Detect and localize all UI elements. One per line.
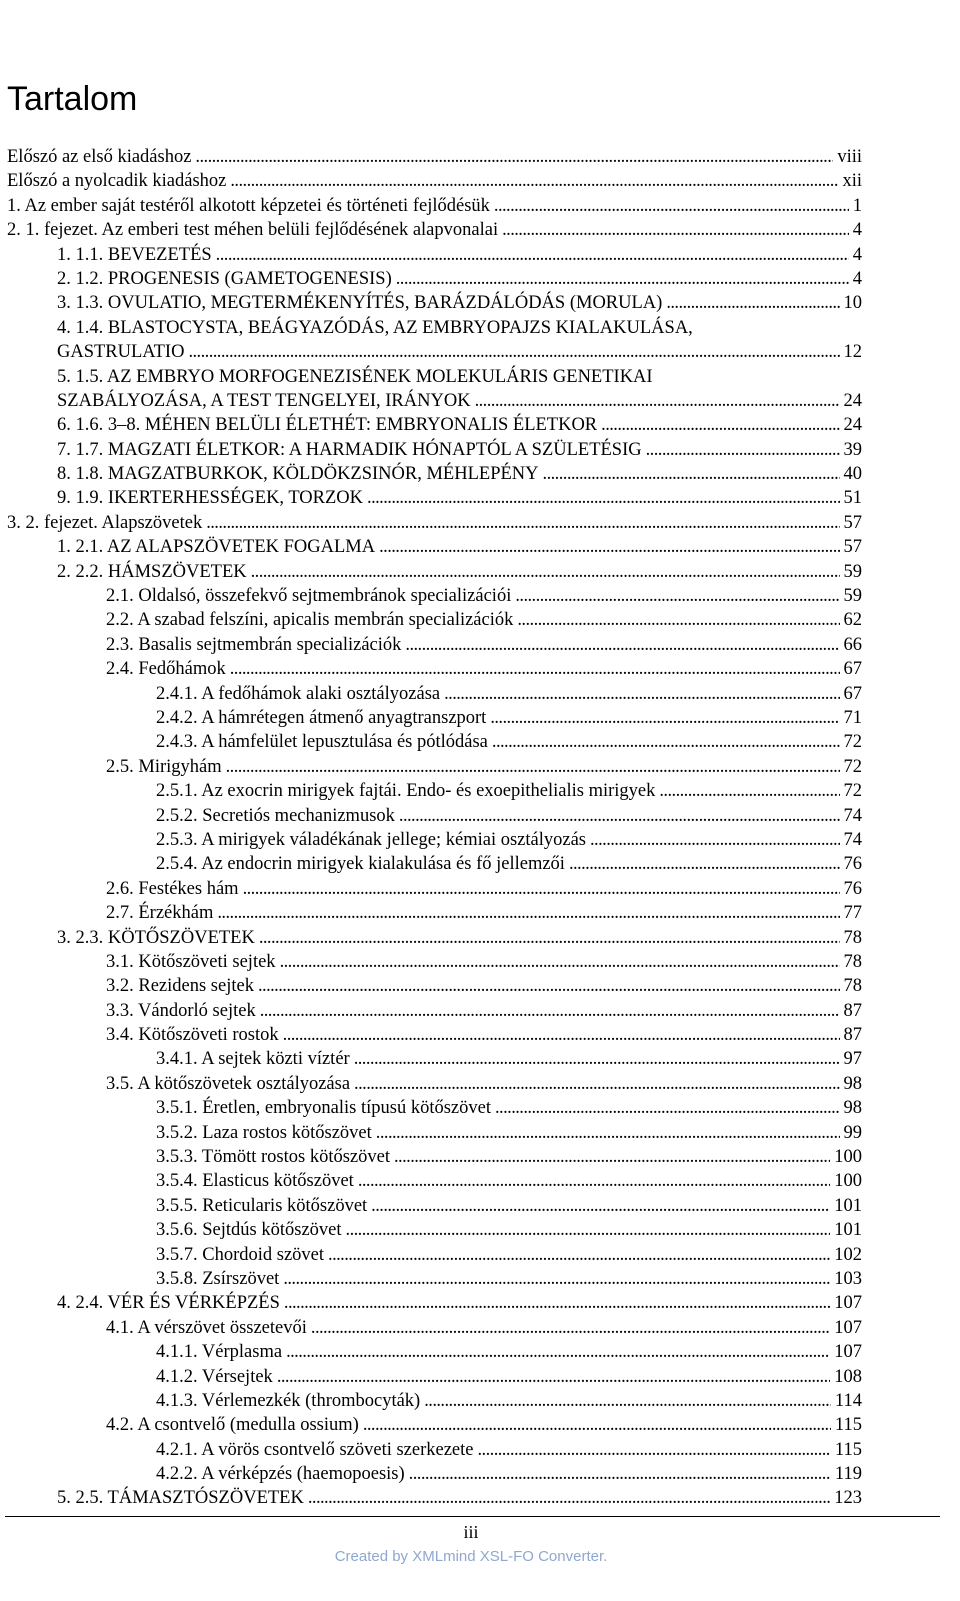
dot-leader	[495, 1096, 840, 1120]
toc-entry-page: 67	[843, 683, 862, 704]
toc-entry-title: 3.3. Vándorló sejtek	[106, 1000, 256, 1021]
toc-entry-title: 3.4. Kötőszöveti rostok	[106, 1025, 279, 1046]
toc-entry[interactable]	[0, 438, 862, 462]
toc-entry-title: 3.5.2. Laza rostos kötőszövet	[156, 1122, 372, 1143]
toc-entry-title: 2.6. Festékes hám	[106, 878, 239, 899]
dot-leader	[409, 1462, 831, 1486]
dot-leader	[478, 1438, 831, 1462]
toc-entry-title: 4.1. A vérszövet összetevői	[106, 1317, 307, 1338]
dot-leader	[260, 999, 840, 1023]
toc-entry[interactable]	[0, 633, 862, 657]
toc-entry-page: 1	[852, 195, 862, 216]
toc-entry-page: 101	[834, 1220, 862, 1241]
page-number: iii	[463, 1522, 479, 1542]
dot-leader	[354, 1072, 839, 1096]
dot-leader	[379, 535, 839, 559]
toc-entry[interactable]	[0, 706, 862, 730]
dot-leader	[284, 1291, 830, 1315]
toc-entry-title: 8. 1.8. MAGZATBURKOK, KÖLDÖKZSINÓR, MÉHLEPÉNY	[57, 464, 539, 485]
toc-entry-title: Előszó a nyolcadik kiadáshoz	[7, 171, 227, 192]
toc-entry-page: 107	[834, 1317, 862, 1338]
toc-entry-title: 2.4.3. A hámfelület lepusztulása és pótlódása	[156, 732, 488, 753]
table-of-contents	[0, 145, 862, 1511]
toc-entry[interactable]	[0, 926, 862, 950]
toc-entry-page: 72	[843, 781, 862, 802]
toc-entry-page: 51	[843, 488, 862, 509]
toc-entry-title: 2.5.1. Az exocrin mirigyek fajtái. Endo- és exoepithelialis mirigyek	[156, 781, 656, 802]
toc-entry-title: 3.5.7. Chordoid szövet	[156, 1244, 325, 1265]
dot-leader	[258, 974, 840, 998]
toc-entry-title: 2.3. Basalis sejtmembrán specializációk	[106, 634, 402, 655]
toc-entry[interactable]	[0, 1486, 862, 1510]
dot-leader	[358, 1169, 830, 1193]
toc-entry[interactable]	[0, 657, 862, 681]
toc-entry-page: 67	[843, 659, 862, 680]
dot-leader	[376, 1121, 840, 1145]
toc-entry[interactable]	[0, 999, 862, 1023]
toc-entry-line	[57, 365, 862, 389]
toc-entry[interactable]	[0, 1023, 862, 1047]
toc-entry[interactable]	[0, 901, 862, 925]
toc-entry-title: 3.5.4. Elasticus kötőszövet	[156, 1171, 354, 1192]
toc-entry-page: 62	[843, 610, 862, 631]
toc-entry-page: 76	[843, 854, 862, 875]
toc-entry[interactable]	[0, 1413, 862, 1437]
dot-leader	[444, 682, 839, 706]
toc-entry-page: 87	[843, 1000, 862, 1021]
toc-entry-title: 4.2.1. A vörös csontvelő szöveti szerkezete	[156, 1439, 474, 1460]
toc-entry-title: 3. 2. fejezet. Alapszövetek	[7, 512, 203, 533]
toc-entry[interactable]	[0, 584, 862, 608]
toc-entry-page: 24	[843, 390, 862, 411]
toc-entry-page: 78	[843, 951, 862, 972]
dot-leader	[283, 1023, 840, 1047]
dot-leader	[283, 1267, 830, 1291]
dot-leader	[328, 1243, 830, 1267]
toc-entry-page: 101	[834, 1195, 862, 1216]
toc-entry[interactable]	[0, 1243, 862, 1267]
toc-entry-title: 3.5. A kötőszövetek osztályozása	[106, 1073, 351, 1094]
toc-entry-page: 78	[843, 927, 862, 948]
dot-leader	[354, 1047, 840, 1071]
toc-entry-title: 4. 2.4. VÉR ÉS VÉRKÉPZÉS	[57, 1293, 280, 1314]
toc-entry[interactable]	[0, 1145, 862, 1169]
dot-leader	[371, 1194, 830, 1218]
toc-entry[interactable]	[0, 169, 862, 193]
toc-entry-page: 98	[843, 1073, 862, 1094]
toc-entry[interactable]	[0, 218, 862, 242]
converter-credit: Created by XMLmind XSL-FO Converter.	[334, 1548, 608, 1565]
dot-leader	[226, 755, 840, 779]
toc-entry[interactable]	[0, 1389, 862, 1413]
toc-entry-title: 2.2. A szabad felszíni, apicalis membrán specializációk	[106, 610, 514, 631]
dot-leader	[601, 413, 839, 437]
dot-leader	[311, 1316, 830, 1340]
toc-entry-page: 72	[843, 756, 862, 777]
toc-entry[interactable]	[0, 950, 862, 974]
toc-entry[interactable]	[0, 560, 862, 584]
toc-entry[interactable]	[0, 1218, 862, 1242]
toc-entry-title: 2.5.2. Secretiós mechanizmusok	[156, 805, 395, 826]
toc-entry-title: 2.4.1. A fedőhámok alaki osztályozása	[156, 683, 441, 704]
dot-leader	[396, 267, 849, 291]
toc-entry-page: 115	[834, 1415, 862, 1436]
toc-entry[interactable]	[0, 755, 862, 779]
toc-entry[interactable]	[0, 730, 862, 754]
toc-entry-page: 59	[843, 586, 862, 607]
toc-entry[interactable]	[0, 413, 862, 437]
toc-entry-page: 4	[852, 244, 862, 265]
toc-entry[interactable]	[0, 1121, 862, 1145]
toc-entry-title: 6. 1.6. 3–8. MÉHEN BELÜLI ÉLETHÉT: EMBRYONALIS ÉLETKOR	[57, 415, 598, 436]
toc-entry-page: 107	[834, 1342, 862, 1363]
toc-entry-title: 4.2. A csontvelő (medulla ossium)	[106, 1415, 359, 1436]
toc-entry-title: 2.5. Mirigyhám	[106, 756, 222, 777]
toc-entry-page: 59	[843, 561, 862, 582]
dot-leader	[280, 950, 840, 974]
toc-entry-line	[57, 389, 862, 413]
dot-leader	[490, 706, 839, 730]
toc-entry-page: 114	[834, 1390, 862, 1411]
dot-leader	[230, 169, 838, 193]
dot-leader	[424, 1389, 831, 1413]
toc-entry[interactable]	[0, 1267, 862, 1291]
toc-entry-page: 72	[843, 732, 862, 753]
dot-leader	[363, 1413, 831, 1437]
toc-entry-page: 57	[843, 537, 862, 558]
toc-entry-page: 102	[834, 1244, 862, 1265]
toc-entry-title-continued: SZABÁLYOZÁSA, A TEST TENGELYEI, IRÁNYOK	[57, 390, 471, 411]
toc-entry[interactable]	[0, 852, 862, 876]
toc-entry-title: 3.5.1. Éretlen, embryonalis típusú kötőszövet	[156, 1098, 491, 1119]
toc-entry-page: 107	[834, 1293, 862, 1314]
toc-entry-title: 3. 1.3. OVULATIO, MEGTERMÉKENYÍTÉS, BARÁZDÁLÓDÁS (MORULA)	[57, 293, 663, 314]
dot-leader	[666, 291, 839, 315]
toc-entry[interactable]	[0, 779, 862, 803]
toc-entry-page: 4	[852, 268, 862, 289]
dot-leader	[230, 657, 840, 681]
toc-entry-page: xii	[842, 171, 862, 192]
dot-leader	[502, 218, 849, 242]
toc-entry-title: 5. 2.5. TÁMASZTÓSZÖVETEK	[57, 1488, 304, 1509]
toc-entry[interactable]	[0, 1047, 862, 1071]
toc-entry-title: 3.1. Kötőszöveti sejtek	[106, 951, 276, 972]
toc-entry-page: 103	[834, 1268, 862, 1289]
toc-entry-title: 1. 1.1. BEVEZETÉS	[57, 244, 212, 265]
dot-leader	[216, 243, 849, 267]
toc-entry-line	[57, 340, 862, 364]
dot-leader	[286, 1340, 830, 1364]
toc-entry-title-continued: GASTRULATIO	[57, 342, 185, 363]
toc-entry[interactable]	[0, 243, 862, 267]
dot-leader	[399, 804, 840, 828]
dot-leader	[206, 511, 839, 535]
toc-entry[interactable]	[0, 1462, 862, 1486]
toc-entry-title: 2.1. Oldalsó, összefekvő sejtmembránok specializációi	[106, 586, 512, 607]
toc-entry-title: 9. 1.9. IKERTERHESSÉGEK, TORZOK	[57, 488, 364, 509]
toc-entry[interactable]	[0, 316, 862, 365]
toc-entry[interactable]	[0, 145, 862, 169]
page-title: Tartalom	[7, 80, 138, 118]
toc-entry-page: 87	[843, 1025, 862, 1046]
toc-entry-title: 5. 1.5. AZ EMBRYO MORFOGENEZISÉNEK MOLEKULÁRIS GENETIKAI	[57, 366, 653, 387]
toc-entry-page: 71	[843, 707, 862, 728]
toc-entry[interactable]	[0, 486, 862, 510]
toc-entry[interactable]	[0, 682, 862, 706]
dot-leader	[569, 852, 840, 876]
toc-entry[interactable]	[0, 974, 862, 998]
toc-entry-title: 2.4. Fedőhámok	[106, 659, 226, 680]
toc-entry[interactable]	[0, 1169, 862, 1193]
toc-entry-line	[57, 316, 862, 340]
dot-leader	[543, 462, 840, 486]
dot-leader	[646, 438, 840, 462]
toc-entry-page: 4	[852, 220, 862, 241]
toc-entry-page: 57	[843, 512, 862, 533]
toc-entry-title: 3.5.3. Tömött rostos kötőszövet	[156, 1147, 390, 1168]
dot-leader	[188, 340, 839, 364]
dot-leader	[367, 486, 839, 510]
toc-entry[interactable]	[0, 365, 862, 414]
toc-entry-page: 100	[834, 1147, 862, 1168]
toc-entry-title: 4.1.2. Vérsejtek	[156, 1366, 273, 1387]
toc-entry-page: 119	[834, 1464, 862, 1485]
toc-entry-page: 74	[843, 805, 862, 826]
toc-entry[interactable]	[0, 535, 862, 559]
toc-entry-title: 4.1.1. Vérplasma	[156, 1342, 283, 1363]
toc-entry-page: 12	[843, 342, 862, 363]
dot-leader	[394, 1145, 830, 1169]
dot-leader	[217, 901, 839, 925]
toc-entry-title: 7. 1.7. MAGZATI ÉLETKOR: A HARMADIK HÓNAPTÓL A SZÜLETÉSIG	[57, 439, 642, 460]
toc-entry[interactable]	[0, 828, 862, 852]
toc-entry-title: 3.2. Rezidens sejtek	[106, 976, 254, 997]
dot-leader	[475, 389, 840, 413]
toc-entry-title: 2.7. Érzékhám	[106, 903, 214, 924]
toc-entry-title: 3.4.1. A sejtek közti víztér	[156, 1049, 350, 1070]
dot-leader	[243, 877, 840, 901]
toc-entry-title: 2.4.2. A hámrétegen átmenő anyagtranszport	[156, 707, 487, 728]
dot-leader	[346, 1218, 831, 1242]
toc-entry-page: 100	[834, 1171, 862, 1192]
toc-entry-page: 10	[843, 293, 862, 314]
toc-entry-page: 97	[843, 1049, 862, 1070]
dot-leader	[492, 730, 840, 754]
toc-entry-page: viii	[837, 147, 862, 167]
toc-entry-page: 99	[843, 1122, 862, 1143]
toc-entry-page: 76	[843, 878, 862, 899]
toc-entry-page: 108	[834, 1366, 862, 1387]
toc-entry-title: 2. 1. fejezet. Az emberi test méhen belüli fejlődésének alapvonalai	[7, 220, 499, 241]
toc-entry[interactable]	[0, 608, 862, 632]
dot-leader	[259, 926, 840, 950]
dot-leader	[308, 1486, 830, 1510]
toc-entry-title: Előszó az első kiadáshoz	[7, 147, 192, 167]
toc-entry-page: 77	[843, 903, 862, 924]
toc-entry[interactable]	[0, 1096, 862, 1120]
toc-entry-title: 4.1.3. Vérlemezkék (thrombocyták)	[156, 1390, 421, 1411]
dot-leader	[659, 779, 839, 803]
dot-leader	[251, 560, 840, 584]
toc-entry[interactable]	[0, 194, 862, 218]
toc-entry[interactable]	[0, 462, 862, 486]
dot-leader	[515, 584, 839, 608]
toc-entry-title: 3.5.6. Sejtdús kötőszövet	[156, 1220, 342, 1241]
toc-entry[interactable]	[0, 511, 862, 535]
toc-entry-title: 2. 1.2. PROGENESIS (GAMETOGENESIS)	[57, 268, 392, 289]
toc-entry-page: 24	[843, 415, 862, 436]
toc-entry[interactable]	[0, 1291, 862, 1315]
toc-entry[interactable]	[0, 291, 862, 315]
toc-entry-title: 2.5.3. A mirigyek váladékának jellege; kémiai osztályozás	[156, 829, 586, 850]
toc-entry[interactable]	[0, 1072, 862, 1096]
toc-entry-page: 123	[834, 1488, 862, 1509]
dot-leader	[277, 1365, 830, 1389]
toc-entry-page: 74	[843, 829, 862, 850]
toc-entry[interactable]	[0, 1316, 862, 1340]
toc-entry-title: 3.5.8. Zsírszövet	[156, 1268, 280, 1289]
toc-entry[interactable]	[0, 1365, 862, 1389]
dot-leader	[590, 828, 840, 852]
dot-leader	[195, 145, 833, 169]
dot-leader	[494, 194, 849, 218]
toc-entry[interactable]	[0, 267, 862, 291]
toc-entry[interactable]	[0, 877, 862, 901]
toc-entry-title: 2. 2.2. HÁMSZÖVETEK	[57, 561, 247, 582]
dot-leader	[517, 608, 839, 632]
dot-leader	[405, 633, 839, 657]
toc-entry-page: 98	[843, 1098, 862, 1119]
toc-entry-page: 78	[843, 976, 862, 997]
toc-entry[interactable]	[0, 1194, 862, 1218]
toc-entry-title: 4.2.2. A vérképzés (haemopoesis)	[156, 1464, 405, 1485]
toc-entry-title: 1. 2.1. AZ ALAPSZÖVETEK FOGALMA	[57, 537, 376, 558]
toc-entry[interactable]	[0, 1438, 862, 1462]
toc-entry-title: 4. 1.4. BLASTOCYSTA, BEÁGYAZÓDÁS, AZ EMBRYOPAJZS KIALAKULÁSA,	[57, 317, 693, 338]
toc-entry-page: 39	[843, 439, 862, 460]
toc-entry-page: 66	[843, 634, 862, 655]
footer-divider	[5, 1516, 940, 1517]
toc-entry-title: 1. Az ember saját testéről alkotott képzetei és történeti fejlődésük	[7, 195, 490, 216]
toc-entry[interactable]	[0, 1340, 862, 1364]
toc-entry-title: 2.5.4. Az endocrin mirigyek kialakulása és fő jellemzői	[156, 854, 565, 875]
toc-entry-page: 115	[834, 1439, 862, 1460]
toc-entry[interactable]	[0, 804, 862, 828]
toc-entry-title: 3. 2.3. KÖTŐSZÖVETEK	[57, 927, 255, 948]
toc-entry-page: 40	[843, 464, 862, 485]
toc-entry-title: 3.5.5. Reticularis kötőszövet	[156, 1195, 368, 1216]
